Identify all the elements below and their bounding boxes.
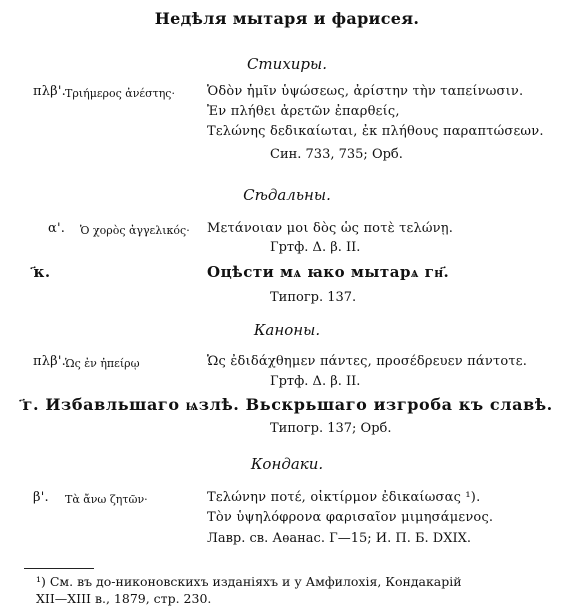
sedalny-mode: α'.: [48, 221, 66, 236]
stichery-source: Син. 733, 735; Орб.: [270, 147, 403, 162]
sedalny-melody: Ὁ χορὸς ἀγγελικός·: [80, 224, 190, 237]
stichery-line-2: Ἐν πλήθει ἀρετῶν ἐπαρθείς,: [207, 104, 400, 119]
kanony-source-1: Гртф. Δ. β. II.: [270, 374, 361, 389]
stichery-line-1: Ὁδὸν ἡμῖν ὑψώσεως, ἀρίστην τὴν ταπείνωσιν.: [207, 84, 524, 99]
sedalny-slav-mode: ҃к.: [33, 263, 51, 281]
kanony-source-2: Типогр. 137; Орб.: [270, 421, 392, 436]
stichery-mode: πλβ'.: [33, 84, 67, 99]
sedalny-source-2: Типогр. 137.: [270, 290, 357, 305]
kondaki-mode: β'.: [33, 490, 49, 505]
kanony-melody: Ὡς ἐν ἠπείρῳ: [65, 357, 140, 370]
section-heading-kondaki: Кондаки.: [250, 455, 324, 473]
section-heading-stichery: Стихиры.: [246, 55, 328, 73]
sedalny-slav-line: Оцѣсти мѧ ꙗко мытарѧ гн҃.: [207, 263, 450, 281]
kanony-slav-line: ҃г. Избавльшаго ѩзлѣ. Вьскрьшаго изгроба къ славѣ.: [22, 395, 553, 414]
footnote-line-2: XII—XIII в., 1879, стр. 230.: [36, 591, 212, 606]
kanony-mode: πλβ'.: [33, 354, 67, 369]
kanony-greek-line: Ὡς ἐδιδάχθημεν πάντες, προσέδρευεν πάντοτε.: [207, 354, 528, 369]
footnote-line-1: ¹) См. въ до-никоновскихъ изданіяхъ и у Амфилохія, Кондакарій: [36, 574, 462, 589]
stichery-line-3: Τελώνης δεδικαίωται, ἐκ πλήθους παραπτώσεων.: [207, 124, 544, 139]
kondaki-melody: Τὰ ἄνω ζητῶν·: [65, 493, 148, 506]
sedalny-source-1: Гртф. Δ. β. II.: [270, 240, 361, 255]
section-heading-kanony: Каноны.: [253, 321, 321, 339]
kondaki-source: Лавр. св. Аѳанас. Г—15; И. П. Б. DXIX.: [207, 531, 471, 546]
kondaki-line-2: Τὸν ὑψηλόφρονα φαρισαῖον μιμησάμενος.: [207, 510, 494, 525]
sedalny-greek-line: Μετάνοιαν μοι δὸς ὡς ποτὲ τελώνῃ.: [207, 221, 454, 236]
section-heading-sedalny: Сѣдальны.: [243, 186, 331, 204]
page-title: Недѣля мытаря и фарисея.: [154, 9, 420, 28]
footnote-rule: [24, 568, 94, 569]
kondaki-line-1: Τελώνην ποτέ, οἰκτίρμον ἐδικαίωσας ¹).: [207, 490, 481, 505]
stichery-melody: Τριήμερος ἀνέστης·: [65, 87, 175, 100]
